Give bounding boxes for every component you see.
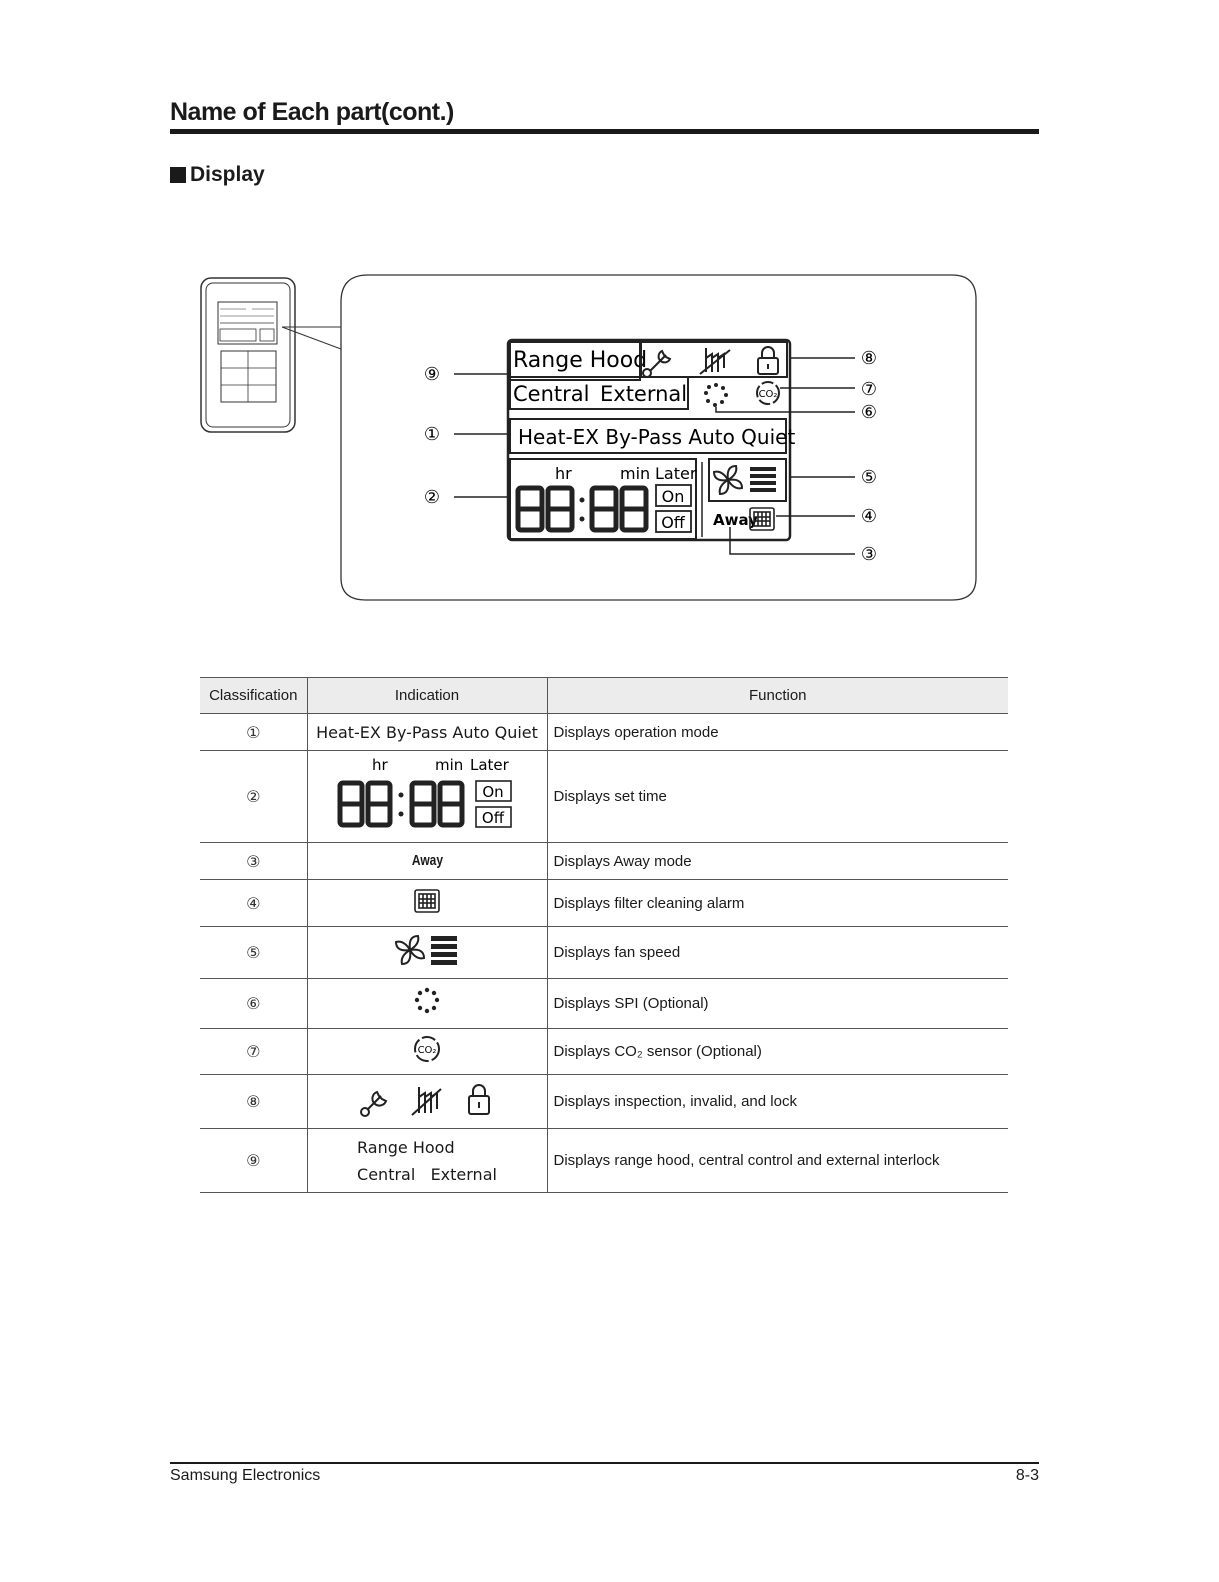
display-diagram bbox=[200, 272, 980, 604]
header-function: Function bbox=[547, 678, 1008, 714]
row-indication bbox=[307, 1029, 547, 1075]
row-function: Displays inspection, invalid, and lock bbox=[547, 1075, 1008, 1129]
section-heading bbox=[170, 163, 265, 187]
callout-1: ① bbox=[423, 424, 441, 445]
timer-display-icon bbox=[337, 753, 517, 835]
row-function: Displays range hood, central control and external interlock bbox=[547, 1129, 1008, 1193]
row-num: ⑦ bbox=[200, 1029, 307, 1075]
table-row bbox=[200, 1075, 1008, 1129]
row-indication: Heat-EX By-Pass Auto Quiet bbox=[307, 714, 547, 751]
lcd-external: External bbox=[600, 382, 688, 406]
row-indication bbox=[307, 1075, 547, 1129]
row-indication bbox=[307, 1129, 547, 1193]
lock-icon bbox=[758, 347, 778, 374]
lcd-later: Later bbox=[655, 464, 697, 483]
svg-text:CO₂: CO₂ bbox=[758, 389, 778, 400]
lcd-away: Away bbox=[713, 511, 758, 529]
header-classification: Classification bbox=[200, 678, 307, 714]
table-row bbox=[200, 1129, 1008, 1193]
row-num: ② bbox=[200, 751, 307, 843]
svg-text:CO₂: CO₂ bbox=[417, 1045, 437, 1056]
row-function: Displays fan speed bbox=[547, 927, 1008, 979]
svg-text:Off: Off bbox=[481, 809, 505, 827]
spi-icon bbox=[412, 986, 442, 1016]
svg-text:min: min bbox=[435, 756, 464, 774]
row-indication-timer bbox=[307, 751, 547, 843]
svg-text:hr: hr bbox=[372, 756, 388, 774]
header-indication: Indication bbox=[307, 678, 547, 714]
callout-5: ⑤ bbox=[860, 467, 878, 488]
filter-icon bbox=[750, 508, 774, 530]
table-row bbox=[200, 979, 1008, 1029]
lock-icon bbox=[469, 1085, 489, 1114]
row-num: ① bbox=[200, 714, 307, 751]
table-header-row bbox=[200, 678, 1008, 714]
lcd-display bbox=[508, 340, 795, 540]
co2-icon bbox=[757, 382, 779, 404]
row-function: Displays Away mode bbox=[547, 843, 1008, 880]
fan-speed-icon bbox=[394, 933, 460, 967]
page-title: Name of Each part(cont.) bbox=[170, 98, 454, 126]
invalid-icon bbox=[700, 348, 730, 374]
title-rule bbox=[170, 129, 1039, 134]
row-function: Displays set time bbox=[547, 751, 1008, 843]
footer-rule bbox=[170, 1462, 1039, 1464]
callout-2: ② bbox=[423, 487, 441, 508]
table-row bbox=[200, 843, 1008, 880]
away-label: Away bbox=[411, 852, 443, 869]
svg-text:On: On bbox=[482, 783, 504, 801]
spi-icon bbox=[704, 383, 728, 407]
table-row bbox=[200, 751, 1008, 843]
filter-icon bbox=[413, 888, 441, 914]
table-row bbox=[200, 880, 1008, 927]
table-row bbox=[200, 1029, 1008, 1075]
callout-6: ⑥ bbox=[860, 402, 878, 423]
display-legend-table bbox=[200, 677, 1008, 1193]
row-function: Displays operation mode bbox=[547, 714, 1008, 751]
range-hood-label: Range Hood bbox=[357, 1137, 455, 1157]
co2-icon bbox=[412, 1034, 442, 1064]
row-indication bbox=[307, 927, 547, 979]
row-function: Displays filter cleaning alarm bbox=[547, 880, 1008, 927]
row-function: Displays CO₂ sensor (Optional) bbox=[547, 1029, 1008, 1075]
callout-3: ③ bbox=[860, 544, 878, 565]
table-row bbox=[200, 927, 1008, 979]
row-num: ⑧ bbox=[200, 1075, 307, 1129]
row-indication bbox=[307, 979, 547, 1029]
lcd-range-hood: Range Hood bbox=[513, 348, 648, 373]
invalid-icon bbox=[412, 1087, 441, 1115]
row-num: ⑨ bbox=[200, 1129, 307, 1193]
wrench-icon bbox=[361, 1092, 386, 1116]
inspection-invalid-lock-icons bbox=[357, 1081, 497, 1117]
callout-4: ④ bbox=[860, 506, 878, 527]
central-label: Central bbox=[357, 1164, 416, 1184]
row-num: ⑥ bbox=[200, 979, 307, 1029]
external-label: External bbox=[430, 1164, 497, 1184]
callout-7: ⑦ bbox=[860, 379, 878, 400]
callout-8: ⑧ bbox=[860, 348, 878, 369]
page-number: 8-3 bbox=[1015, 1467, 1039, 1484]
footer-company: Samsung Electronics bbox=[170, 1467, 321, 1484]
row-num: ③ bbox=[200, 843, 307, 880]
row-indication bbox=[307, 843, 547, 880]
square-bullet-icon bbox=[170, 167, 186, 183]
callout-9: ⑨ bbox=[423, 364, 441, 385]
table-row bbox=[200, 714, 1008, 751]
lcd-mode-line: Heat-EX By-Pass Auto Quiet bbox=[518, 425, 796, 449]
fan-icon bbox=[714, 466, 742, 494]
lcd-digits bbox=[518, 488, 646, 530]
svg-text:Later: Later bbox=[470, 756, 509, 774]
row-num: ④ bbox=[200, 880, 307, 927]
lcd-min: min bbox=[620, 464, 651, 483]
lcd-off: Off bbox=[661, 513, 685, 532]
lcd-central: Central bbox=[513, 382, 590, 406]
lcd-on: On bbox=[661, 487, 685, 506]
row-num: ⑤ bbox=[200, 927, 307, 979]
row-function: Displays SPI (Optional) bbox=[547, 979, 1008, 1029]
section-title: Display bbox=[190, 163, 265, 186]
remote-controller bbox=[201, 278, 295, 432]
lcd-hr: hr bbox=[555, 464, 572, 483]
fan-speed-bars-icon bbox=[750, 467, 776, 492]
row-indication bbox=[307, 880, 547, 927]
